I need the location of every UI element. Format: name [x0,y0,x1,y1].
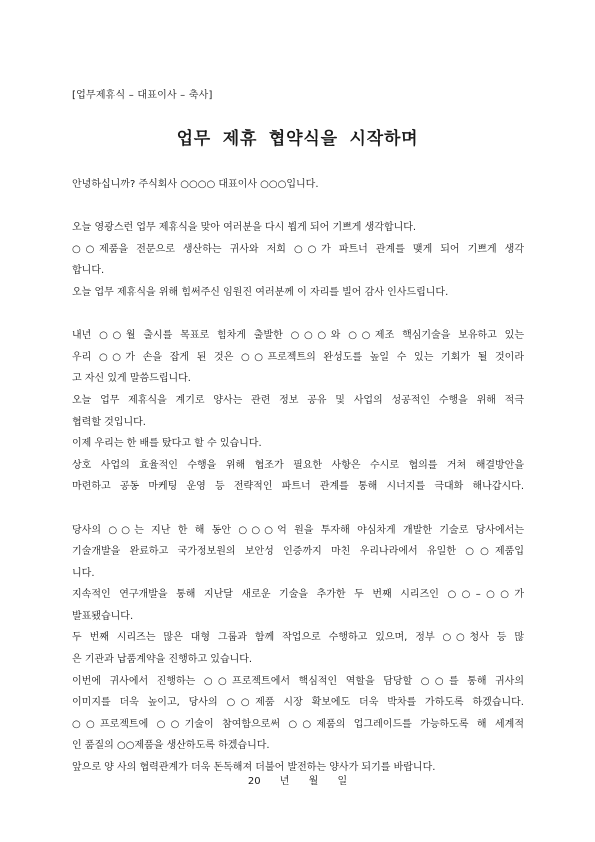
text-line: 오늘 업무 제휴식을 위해 힘써주신 임원진 여러분께 이 자리를 빌어 감사 인사드립니다. [72,286,449,298]
text-line: 발표됐습니다. [72,610,134,622]
document-category-tag: [업무제휴식 – 대표이사 – 축사] [72,90,213,101]
text-line: 고 자신 있게 말씀드립니다. [72,373,191,385]
text-line: ○○제품을 전문으로 생산하는 귀사와 저희 ○○가 파트너 관계를 맺게 되어 기쁘게 생각 [72,243,524,255]
document-title: 업무 제휴 협약식을 시작하며 [176,129,419,149]
text-line: 합니다. [72,265,105,277]
paragraph [72,325,524,498]
text-line: 이제 우리는 한 배를 탔다고 할 수 있습니다. [72,438,262,450]
text-line: 당사의 ○○는 지난 한 해 동안 ○○○억 원을 투자해 야심차게 개발한 기술로 당사에서는 [72,524,524,536]
paragraph-gap [72,304,524,326]
document-body [72,174,524,779]
text-line: 은 기관과 납품계약을 진행하고 있습니다. [72,654,253,666]
text-line: 안녕하십니까? 주식회사 ○○○○ 대표이사 ○○○입니다. [72,179,319,190]
text-line: 인 품질의 ○○제품을 생산하도록 하겠습니다. [72,740,270,752]
text-line: 오늘 영광스런 업무 제휴식을 맞아 여러분을 다시 뵙게 되어 기쁘게 생각합니다. [72,222,417,234]
date-line: 20 년 월 일 [247,776,348,787]
paragraph-gap [72,196,524,218]
text-line: 기술개발을 완료하고 국가정보원의 보안성 인증까지 마친 우리나라에서 유일한 ○○제품입 [72,546,524,558]
paragraph [72,520,524,779]
text-line: 마련하고 공동 마케팅 운영 등 전략적인 파트너 관계를 통해 시너지를 극대화 해나갑시다. [72,481,524,493]
text-line: 협력할 것입니다. [72,416,146,428]
text-line: 니다. [72,567,95,579]
text-line: 지속적인 연구개발을 통해 지난달 새로운 기술을 추가한 두 번째 시리즈인 ○○–○○가 [72,589,524,601]
paragraph [72,174,524,196]
text-line: 이번에 귀사에서 진행하는 ○○프로젝트에서 핵심적인 역할을 담당할 ○○를 통해 귀사의 [72,675,524,687]
text-line: 상호 사업의 효율적인 수행을 위해 협조가 필요한 사항은 수시로 협의를 거쳐 해결방안을 [72,459,524,471]
paragraph [72,217,524,303]
paragraph-gap [72,498,524,520]
text-line: 내년 ○○월 출시를 목표로 힘차게 출발한 ○○○와 ○○제조 핵심기술을 보유하고 있는 [72,330,524,342]
text-line: 우리 ○○가 손을 잡게 된 것은 ○○프로젝트의 완성도를 높일 수 있는 기회가 될 것이라 [72,351,524,363]
text-line: 두 번째 시리즈는 많은 대형 그룹과 함께 작업으로 수행하고 있으며, 정부 ○○청사 등 많 [72,632,524,644]
text-line: 이미지를 더욱 높이고, 당사의 ○○제품 시장 확보에도 더욱 박차를 가하도록 하겠습니다. [72,697,524,709]
text-line: 앞으로 양 사의 협력관계가 더욱 돈독해져 더불어 발전하는 양사가 되기를 바랍니다. [72,762,436,774]
text-line: ○○프로젝트에 ○○기술이 참여함으로써 ○○제품의 업그레이드를 가능하도록 해 세계적 [72,718,524,730]
text-line: 오늘 업무 제휴식을 계기로 양사는 관련 정보 공유 및 사업의 성공적인 수행을 위해 적극 [72,394,524,406]
